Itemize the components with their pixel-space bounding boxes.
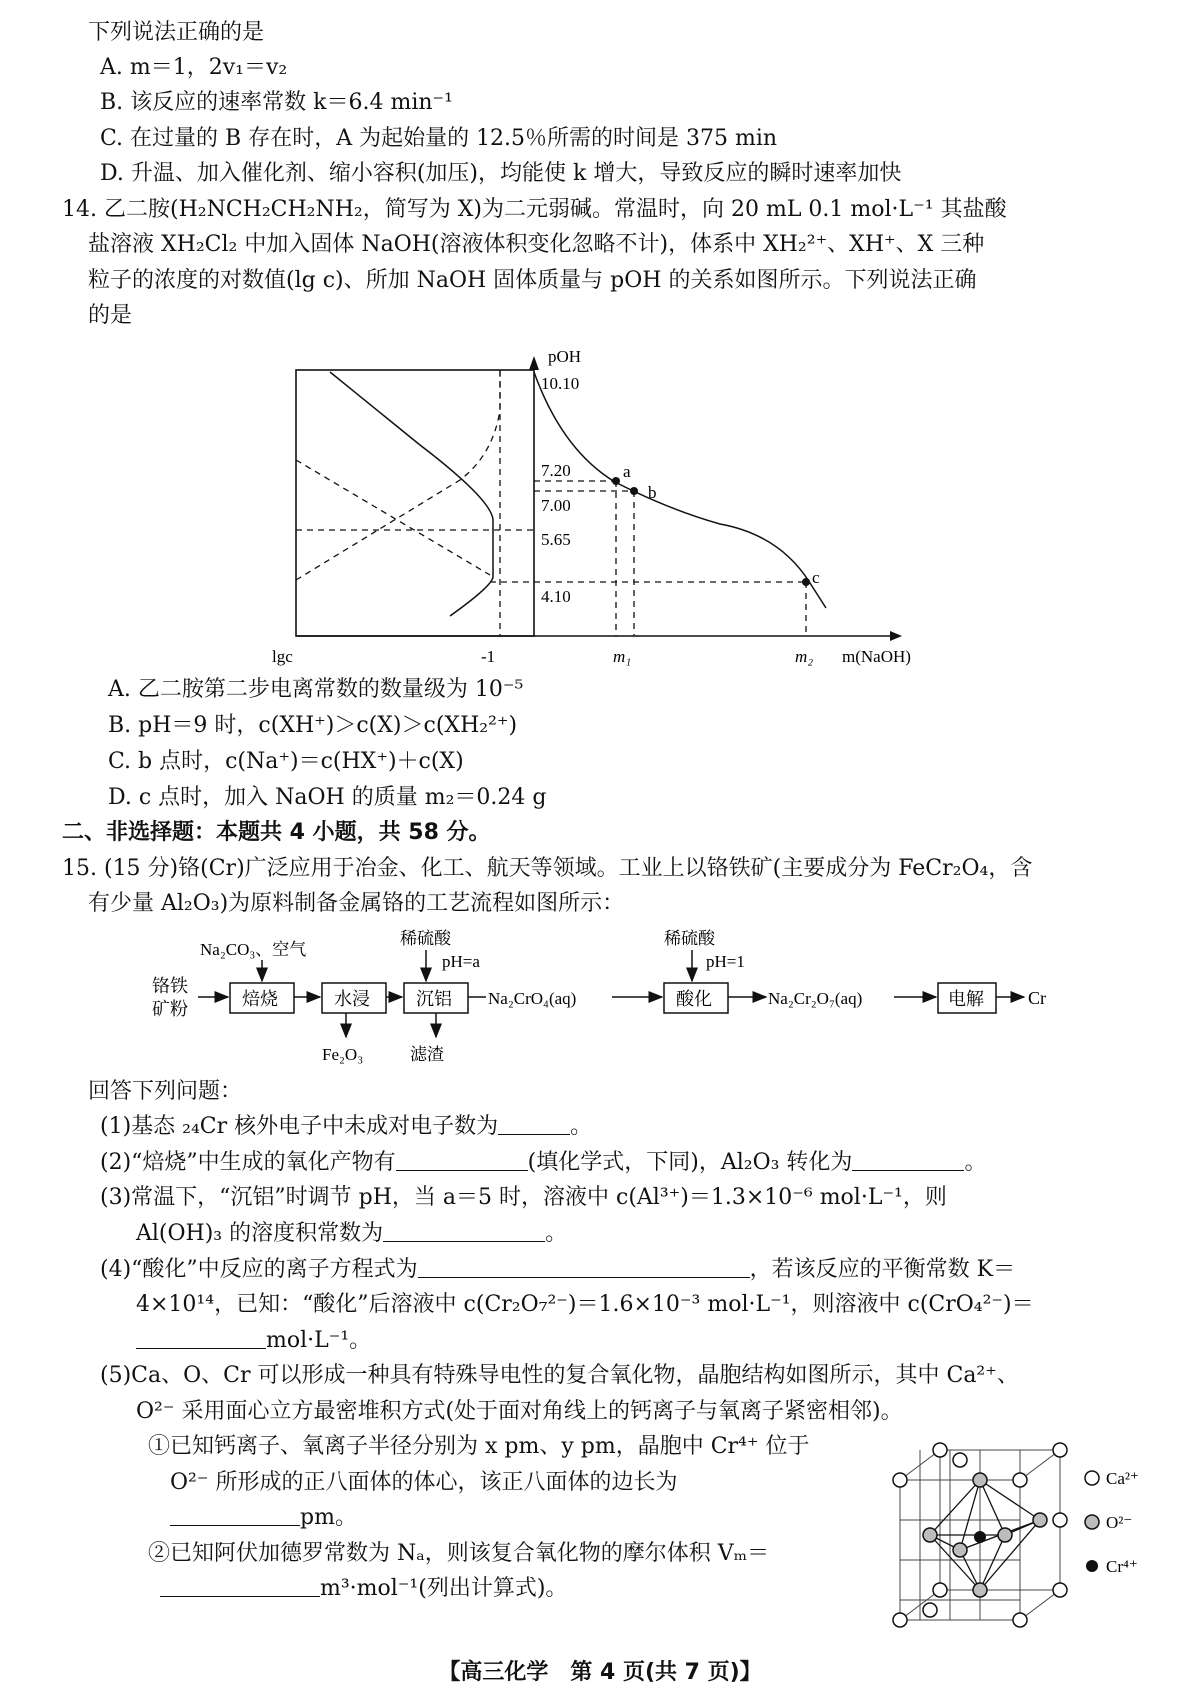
roast-input: Na₂CO₃、空气	[200, 940, 307, 959]
acidify-label: 酸化	[676, 989, 712, 1009]
al-output: 滤渣	[410, 1045, 444, 1064]
q14-pOH-chart	[240, 335, 940, 670]
y-axis-arrow	[529, 356, 539, 370]
x-axis-arrow	[890, 631, 902, 641]
ca-ion	[953, 1453, 967, 1467]
answer-blank[interactable]	[852, 1148, 964, 1171]
o-ion	[1033, 1513, 1047, 1527]
ca-ion	[893, 1473, 907, 1487]
q15-part5-sub1-line1: ①已知钙离子、氧离子半径分别为 x pm、y pm，晶胞中 Cr⁴⁺ 位于	[148, 1434, 810, 1459]
legend-ca-label: Ca²⁺	[1106, 1469, 1139, 1488]
q14-stem-line4: 的是	[88, 303, 133, 328]
y-tick-label: 4.10	[541, 587, 571, 606]
q15-stem-line2: 有少量 Al₂O₃)为原料制备金属铬的工艺流程如图所示：	[88, 891, 625, 916]
q13-option-a: A. m＝1，2v₁＝v₂	[100, 55, 288, 80]
q15-part1: (1)基态 ₂₄Cr 核外电子中未成对电子数为 。	[100, 1114, 593, 1139]
o-ion	[973, 1473, 987, 1487]
legend-o-icon	[1085, 1515, 1099, 1529]
xh2-curve	[296, 460, 490, 575]
q13-stem: 下列说法正确的是	[88, 20, 265, 45]
q13-option-c: C. 在过量的 B 存在时，A 为起始量的 12.5％所需的时间是 375 min	[100, 126, 778, 151]
intermediate-1: Na₂CrO₄(aq)	[488, 989, 577, 1008]
o-ion	[973, 1583, 987, 1597]
q15-part5-sub1-line2: O²⁻ 所形成的正八面体的体心，该正八面体的边长为	[170, 1470, 678, 1495]
x-axis-left-label: lgc	[272, 647, 293, 666]
q13-option-d: D. 升温、加入催化剂、缩小容积(加压)，均能使 k 增大，导致反应的瞬时速率加快	[100, 161, 902, 186]
ca-ion	[1013, 1473, 1027, 1487]
ca-ion	[1053, 1583, 1067, 1597]
q14-stem-line3: 粒子的浓度的对数值(lg c)、所加 NaOH 固体质量与 pOH 的关系如图所示。下列说法正确	[88, 268, 977, 293]
x-curve	[296, 370, 500, 580]
answer-blank[interactable]	[136, 1326, 266, 1349]
q15-part5-sub2-line2: m³·mol⁻¹(列出计算式)。	[160, 1574, 567, 1604]
leach-label: 水浸	[334, 989, 370, 1009]
q15-part5-line1: (5)Ca、O、Cr 可以形成一种具有特殊导电性的复合氧化物，晶胞结构如图所示，其中 Ca²⁺、	[100, 1363, 1019, 1388]
intermediate-2: Na₂Cr₂O₇(aq)	[768, 989, 863, 1008]
ca-ion	[1053, 1443, 1067, 1457]
point-c-label: c	[812, 568, 820, 587]
point-b	[630, 487, 638, 495]
legend-o-label: O²⁻	[1106, 1513, 1133, 1532]
x-axis-right-label: m(NaOH)	[842, 647, 911, 666]
pOH-titration-curve	[534, 372, 826, 608]
o-ion	[953, 1543, 967, 1557]
x-tick-label: -1	[481, 647, 496, 666]
y-tick-label: 7.00	[541, 496, 571, 515]
q14-stem-line1: 14. 乙二胺(H₂NCH₂CH₂NH₂，简写为 X)为二元弱碱。常温时，向 20 mL 0.1 mol·L⁻¹ 其盐酸	[62, 197, 1007, 222]
q15-part4-line2: 4×10¹⁴，已知：“酸化”后溶液中 c(Cr₂O₇²⁻)＝1.6×10⁻³ mol·L⁻¹，则溶液中 c(CrO₄²⁻)＝	[136, 1292, 1034, 1317]
q15-part4-line3: mol·L⁻¹。	[136, 1326, 371, 1356]
q14-option-a: A. 乙二胺第二步电离常数的数量级为 10⁻⁵	[108, 677, 524, 702]
al-input-1: 稀硫酸	[400, 929, 451, 948]
raw-material-line1: 铬铁	[152, 976, 188, 996]
acid-input-2: pH=1	[706, 952, 745, 971]
process-flowchart	[140, 918, 1090, 1068]
crystal-cell-figure	[880, 1425, 1160, 1640]
ca-ion	[923, 1603, 937, 1617]
y-tick-label: 10.10	[541, 374, 580, 393]
point-b-label: b	[648, 483, 657, 502]
q15-part5-sub2-line1: ②已知阿伏加德罗常数为 Nₐ，则该复合氧化物的摩尔体积 Vₘ＝	[148, 1541, 770, 1566]
answer-blank[interactable]	[396, 1148, 528, 1171]
legend-cr-label: Cr⁴⁺	[1106, 1557, 1138, 1576]
ca-ion	[1013, 1613, 1027, 1627]
x-tick-label: m₂	[795, 647, 814, 666]
q14-stem-line2: 盐溶液 XH₂Cl₂ 中加入固体 NaOH(溶液体积变化忽略不计)，体系中 XH₂²⁺、XH⁺、X 三种	[88, 232, 985, 257]
ca-ion	[1053, 1513, 1067, 1527]
q15-part4-line1: (4)“酸化”中反应的离子方程式为 ，若该反应的平衡常数 K＝	[100, 1257, 1016, 1282]
ca-ion	[933, 1443, 947, 1457]
q15-part5-line2: O²⁻ 采用面心立方最密堆积方式(处于面对角线上的钙离子与氧离子紧密相邻)。	[136, 1399, 903, 1424]
leach-output: Fe₂O₃	[322, 1045, 364, 1064]
answer-blank[interactable]	[160, 1574, 320, 1597]
product-label: Cr	[1028, 988, 1046, 1008]
raw-material-line2: 矿粉	[152, 999, 188, 1019]
cr-ion	[974, 1531, 986, 1543]
q14-option-c: C. b 点时，c(Na⁺)＝c(HX⁺)＋c(X)	[108, 749, 464, 774]
al-input-2: pH=a	[442, 952, 480, 971]
answer-blank[interactable]	[383, 1219, 545, 1242]
roast-label: 焙烧	[242, 989, 278, 1009]
q15-part3-line2: Al(OH)₃ 的溶度积常数为 。	[136, 1221, 568, 1246]
electrolysis-label: 电解	[948, 989, 984, 1009]
page-footer: 【高三化学 第 4 页(共 7 页)】	[438, 1660, 762, 1685]
q15-part5-sub1-line3: pm。	[170, 1503, 357, 1533]
q13-option-b: B. 该反应的速率常数 k＝6.4 min⁻¹	[100, 90, 453, 115]
acid-input-1: 稀硫酸	[664, 929, 715, 948]
point-c	[802, 578, 810, 586]
y-axis-label: pOH	[548, 347, 582, 366]
y-tick-label: 7.20	[541, 461, 571, 480]
x-tick-label: m₁	[613, 647, 632, 666]
legend-cr-icon	[1086, 1560, 1098, 1572]
answer-blank[interactable]	[170, 1503, 300, 1526]
q15-part2: (2)“焙烧”中生成的氧化产物有 (填化学式，下同)，Al₂O₃ 转化为 。	[100, 1150, 987, 1175]
answer-intro: 回答下列问题：	[88, 1079, 243, 1104]
answer-blank[interactable]	[418, 1255, 750, 1278]
al-precip-label: 沉铝	[416, 989, 452, 1009]
point-a	[612, 477, 620, 485]
point-a-label: a	[623, 462, 631, 481]
o-ion	[923, 1528, 937, 1542]
y-tick-label: 5.65	[541, 530, 571, 549]
o-ion	[998, 1528, 1012, 1542]
q15-part1-text: (1)基态 ₂₄Cr 核外电子中未成对电子数为	[100, 1114, 499, 1139]
q15-part3-line1: (3)常温下，“沉铝”时调节 pH，当 a＝5 时，溶液中 c(Al³⁺)＝1.3×10⁻⁶ mol·L⁻¹，则	[100, 1185, 947, 1210]
q15-stem-line1: 15. (15 分)铬(Cr)广泛应用于冶金、化工、航天等领域。工业上以铬铁矿(主要成分为 FeCr₂O₄，含	[62, 856, 1033, 881]
ca-ion	[893, 1613, 907, 1627]
q14-option-d: D. c 点时，加入 NaOH 的质量 m₂＝0.24 g	[108, 785, 547, 810]
q14-option-b: B. pH＝9 时，c(XH⁺)＞c(X)＞c(XH₂²⁺)	[108, 713, 518, 738]
ca-ion	[933, 1583, 947, 1597]
answer-blank[interactable]	[498, 1112, 570, 1135]
legend-ca-icon	[1085, 1471, 1099, 1485]
chart-left-box	[296, 370, 534, 636]
section-2-heading: 二、非选择题：本题共 4 小题，共 58 分。	[62, 820, 491, 845]
